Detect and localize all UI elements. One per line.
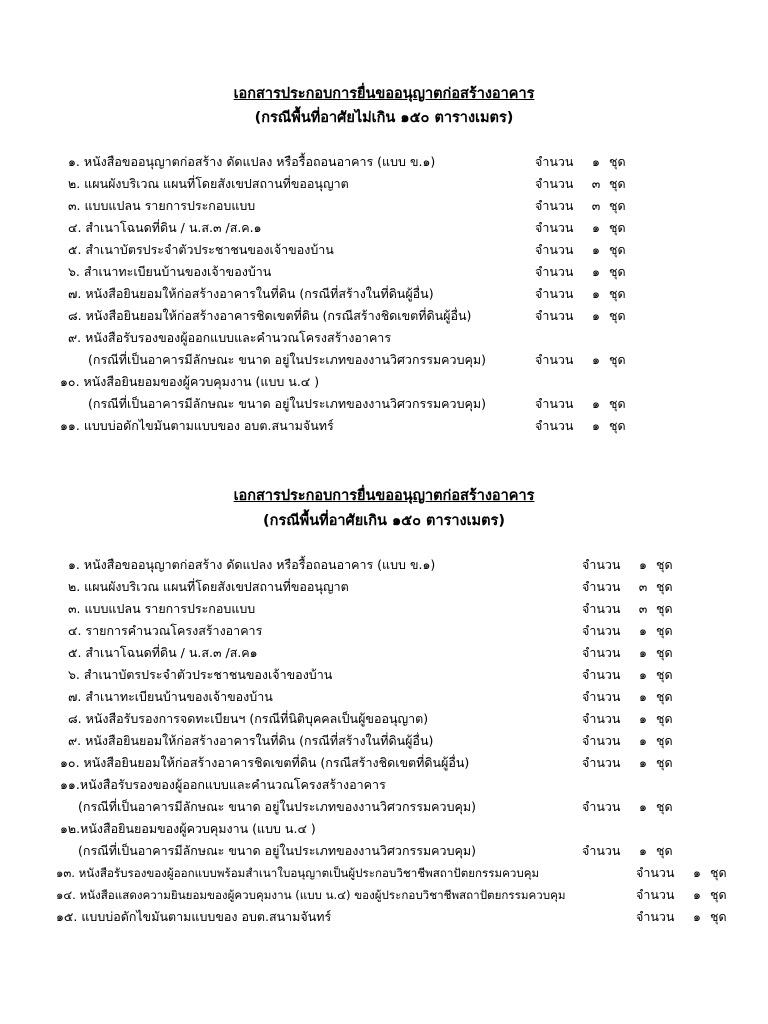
- section2-qty-1: [582, 556, 673, 574]
- qty-unit: ชุด: [710, 909, 727, 924]
- section1-item-7: ๗. หนังสือยินยอมให้ก่อสร้างอาคารในที่ดิน (กรณีที่สร้างในที่ดินผู้อื่น): [68, 286, 434, 301]
- qty-number: ๑: [592, 264, 600, 279]
- section2-item-4: ๔. รายการคำนวณโครงสร้างอาคาร: [68, 623, 263, 638]
- qty-label: จำนวน: [582, 579, 621, 594]
- qty-unit: ชุด: [656, 557, 673, 572]
- section2-qty-12: [582, 842, 673, 860]
- section2-qty-13: [636, 864, 727, 882]
- section2-item-11: ๑๑.หนังสือรับรองของผู้ออกแบบและคำนวณโครงสร้างอาคาร: [60, 777, 386, 792]
- section2-item-9: ๙. หนังสือยินยอมให้ก่อสร้างอาคารในที่ดิน (กรณีที่สร้างในที่ดินผู้อื่น): [68, 733, 434, 748]
- section2-qty-6: [582, 666, 673, 684]
- qty-unit: ชุด: [609, 352, 626, 367]
- qty-number: ๓: [638, 579, 648, 594]
- section2-item-15: ๑๕. แบบบ่อดักไขมันตามแบบของ อบต.สนามจันทร์: [56, 909, 332, 924]
- qty-unit: ชุด: [609, 176, 626, 191]
- qty-unit: ชุด: [609, 308, 626, 323]
- qty-number: ๑: [639, 755, 647, 770]
- qty-number: ๑: [639, 623, 647, 638]
- qty-number: ๑: [639, 799, 647, 814]
- qty-unit: ชุด: [656, 843, 673, 858]
- qty-unit: ชุด: [656, 623, 673, 638]
- section1-qty-9: [535, 351, 626, 369]
- qty-label: จำนวน: [582, 711, 621, 726]
- qty-label: จำนวน: [636, 865, 675, 880]
- qty-label: จำนวน: [636, 887, 675, 902]
- section1-item-4: ๔. สำเนาโฉนดที่ดิน / น.ส.๓ /ส.ค.๑: [68, 220, 262, 235]
- section1-qty-5: [535, 241, 626, 259]
- qty-unit: ชุด: [656, 733, 673, 748]
- qty-unit: ชุด: [710, 887, 727, 902]
- section1-item-3: ๓. แบบแปลน รายการประกอบแบบ: [68, 198, 256, 213]
- qty-label: จำนวน: [582, 557, 621, 572]
- section2-qty-15: [636, 908, 727, 926]
- section2-item-12: ๑๒.หนังสือยินยอมของผู้ควบคุมงาน (แบบ น.๔ ): [60, 821, 316, 836]
- section1-qty-8: [535, 307, 626, 325]
- qty-label: จำนวน: [535, 352, 574, 367]
- section1-qty-6: [535, 263, 626, 281]
- qty-label: จำนวน: [582, 667, 621, 682]
- qty-number: ๑: [592, 242, 600, 257]
- qty-unit: ชุด: [656, 689, 673, 704]
- section2-subtitle: (กรณีพื้นที่อาศัยเกิน ๑๕๐ ตารางเมตร): [263, 513, 505, 529]
- qty-number: ๑: [592, 286, 600, 301]
- section1-item-8: ๘. หนังสือยินยอมให้ก่อสร้างอาคารชิดเขตที่ดิน (กรณีสร้างชิดเขตที่ดินผู้อื่น): [68, 308, 472, 323]
- qty-label: จำนวน: [535, 242, 574, 257]
- qty-unit: ชุด: [656, 601, 673, 616]
- section2-item-5: ๕. สำเนาโฉนดที่ดิน / น.ส.๓ /ส.ค๑: [68, 645, 258, 660]
- section2-item-8: ๘. หนังสือรับรองการจดทะเบียนฯ (กรณีที่นิติบุคคลเป็นผู้ขออนุญาต): [68, 711, 429, 726]
- section2-item-2: ๒. แผนผังบริเวณ แผนที่โดยสังเขปสถานที่ขออนุญาต: [68, 579, 349, 594]
- qty-label: จำนวน: [582, 601, 621, 616]
- qty-unit: ชุด: [656, 667, 673, 682]
- qty-number: ๓: [591, 198, 601, 213]
- qty-unit: ชุด: [609, 286, 626, 301]
- section1-item-10-note: (กรณีที่เป็นอาคารมีลักษณะ ขนาด อยู่ในประเภทของงานวิศวกรรมควบคุม): [88, 396, 486, 411]
- section2-title: เอกสารประกอบการยื่นขออนุญาตก่อสร้างอาคาร: [233, 488, 535, 504]
- section2-item-11-note: (กรณีที่เป็นอาคารมีลักษณะ ขนาด อยู่ในประเภทของงานวิศวกรรมควบคุม): [78, 799, 476, 814]
- qty-unit: ชุด: [609, 154, 626, 169]
- section2-qty-9: [582, 732, 673, 750]
- section2-item-6: ๖. สำเนาบัตรประจำตัวประชาชนของเจ้าของบ้าน: [68, 667, 333, 682]
- qty-number: ๑: [639, 645, 647, 660]
- qty-number: ๑: [592, 308, 600, 323]
- qty-unit: ชุด: [609, 242, 626, 257]
- qty-label: จำนวน: [582, 755, 621, 770]
- section2-item-3: ๓. แบบแปลน รายการประกอบแบบ: [68, 601, 256, 616]
- qty-unit: ชุด: [710, 865, 727, 880]
- section2-qty-2: [582, 578, 673, 596]
- qty-label: จำนวน: [535, 220, 574, 235]
- qty-label: จำนวน: [535, 264, 574, 279]
- qty-label: จำนวน: [535, 176, 574, 191]
- section1-item-6: ๖. สำเนาทะเบียนบ้านของเจ้าของบ้าน: [68, 264, 272, 279]
- qty-label: จำนวน: [535, 308, 574, 323]
- qty-number: ๑: [639, 733, 647, 748]
- qty-number: ๓: [638, 601, 648, 616]
- qty-unit: ชุด: [656, 711, 673, 726]
- qty-unit: ชุด: [656, 799, 673, 814]
- section1-item-10: ๑๐. หนังสือยินยอมของผู้ควบคุมงาน (แบบ น.๔ ): [60, 374, 320, 389]
- section1-qty-2: [535, 175, 626, 193]
- section1-qty-1: [535, 153, 626, 171]
- qty-label: จำนวน: [535, 418, 574, 433]
- qty-label: จำนวน: [535, 396, 574, 411]
- section1-subtitle: (กรณีพื้นที่อาศัยไม่เกิน ๑๕๐ ตารางเมตร): [254, 110, 514, 126]
- qty-label: จำนวน: [582, 689, 621, 704]
- qty-unit: ชุด: [656, 579, 673, 594]
- qty-number: ๓: [591, 176, 601, 191]
- section1-qty-11: [535, 417, 626, 435]
- qty-label: จำนวน: [582, 799, 621, 814]
- qty-number: ๑: [592, 220, 600, 235]
- qty-unit: ชุด: [609, 418, 626, 433]
- section1-qty-4: [535, 219, 626, 237]
- qty-number: ๑: [639, 557, 647, 572]
- section2-qty-8: [582, 710, 673, 728]
- section1-qty-7: [535, 285, 626, 303]
- section1-item-5: ๕. สำเนาบัตรประจำตัวประชาชนของเจ้าของบ้าน: [68, 242, 334, 257]
- qty-unit: ชุด: [609, 198, 626, 213]
- section2-item-12-note: (กรณีที่เป็นอาคารมีลักษณะ ขนาด อยู่ในประเภทของงานวิศวกรรมควบคุม): [78, 843, 476, 858]
- qty-label: จำนวน: [535, 154, 574, 169]
- section2-qty-3: [582, 600, 673, 618]
- qty-number: ๑: [592, 396, 600, 411]
- qty-unit: ชุด: [609, 220, 626, 235]
- qty-label: จำนวน: [582, 623, 621, 638]
- qty-unit: ชุด: [656, 645, 673, 660]
- section2-qty-14: [636, 886, 727, 904]
- qty-number: ๑: [639, 689, 647, 704]
- qty-label: จำนวน: [582, 733, 621, 748]
- section2-item-14: ๑๔. หนังสือแสดงความยินยอมของผู้ควบคุมงาน (แบบ น.๔) ของผู้ประกอบวิชาชีพสถาปัตยกรรมควบคุม: [56, 888, 566, 902]
- qty-unit: ชุด: [656, 755, 673, 770]
- section1-item-2: ๒. แผนผังบริเวณ แผนที่โดยสังเขปสถานที่ขออนุญาต: [68, 176, 349, 191]
- section1-qty-3: [535, 197, 626, 215]
- section1-item-11: ๑๑. แบบบ่อดักไขมันตามแบบของ อบต.สนามจันทร์: [60, 418, 334, 433]
- section1-item-9-note: (กรณีที่เป็นอาคารมีลักษณะ ขนาด อยู่ในประเภทของงานวิศวกรรมควบคุม): [88, 352, 486, 367]
- section1-title: เอกสารประกอบการยื่นขออนุญาตก่อสร้างอาคาร: [233, 86, 535, 102]
- section2-item-13: ๑๓. หนังสือรับรองของผู้ออกแบบพร้อมสำเนาใบอนุญาตเป็นผู้ประกอบวิชาชีพสถาปัตยกรรมควบคุม: [56, 866, 540, 880]
- section2-qty-5: [582, 644, 673, 662]
- qty-number: ๑: [693, 887, 701, 902]
- qty-number: ๑: [693, 909, 701, 924]
- qty-number: ๑: [693, 865, 701, 880]
- qty-label: จำนวน: [582, 645, 621, 660]
- section2-qty-4: [582, 622, 673, 640]
- section2-qty-11: [582, 798, 673, 816]
- qty-label: จำนวน: [582, 843, 621, 858]
- section2-item-7: ๗. สำเนาทะเบียนบ้านของเจ้าของบ้าน: [68, 689, 273, 704]
- section2-qty-7: [582, 688, 673, 706]
- qty-unit: ชุด: [609, 396, 626, 411]
- qty-number: ๑: [639, 667, 647, 682]
- section1-qty-10: [535, 395, 626, 413]
- section2-qty-10: [582, 754, 673, 772]
- section1-item-9: ๙. หนังสือรับรองของผู้ออกแบบและคำนวณโครงสร้างอาคาร: [68, 330, 392, 345]
- qty-number: ๑: [592, 418, 600, 433]
- qty-label: จำนวน: [636, 909, 675, 924]
- qty-number: ๑: [592, 154, 600, 169]
- section1-item-1: ๑. หนังสือขออนุญาตก่อสร้าง ดัดแปลง หรือรื้อถอนอาคาร (แบบ ข.๑): [68, 154, 436, 169]
- qty-number: ๑: [639, 843, 647, 858]
- section2-item-1: ๑. หนังสือขออนุญาตก่อสร้าง ดัดแปลง หรือรื้อถอนอาคาร (แบบ ข.๑): [68, 557, 436, 572]
- qty-label: จำนวน: [535, 286, 574, 301]
- section2-item-10: ๑๐. หนังสือยินยอมให้ก่อสร้างอาคารชิดเขตที่ดิน (กรณีสร้างชิดเขตที่ดินผู้อื่น): [60, 755, 470, 770]
- qty-label: จำนวน: [535, 198, 574, 213]
- qty-number: ๑: [592, 352, 600, 367]
- qty-number: ๑: [639, 711, 647, 726]
- qty-unit: ชุด: [609, 264, 626, 279]
